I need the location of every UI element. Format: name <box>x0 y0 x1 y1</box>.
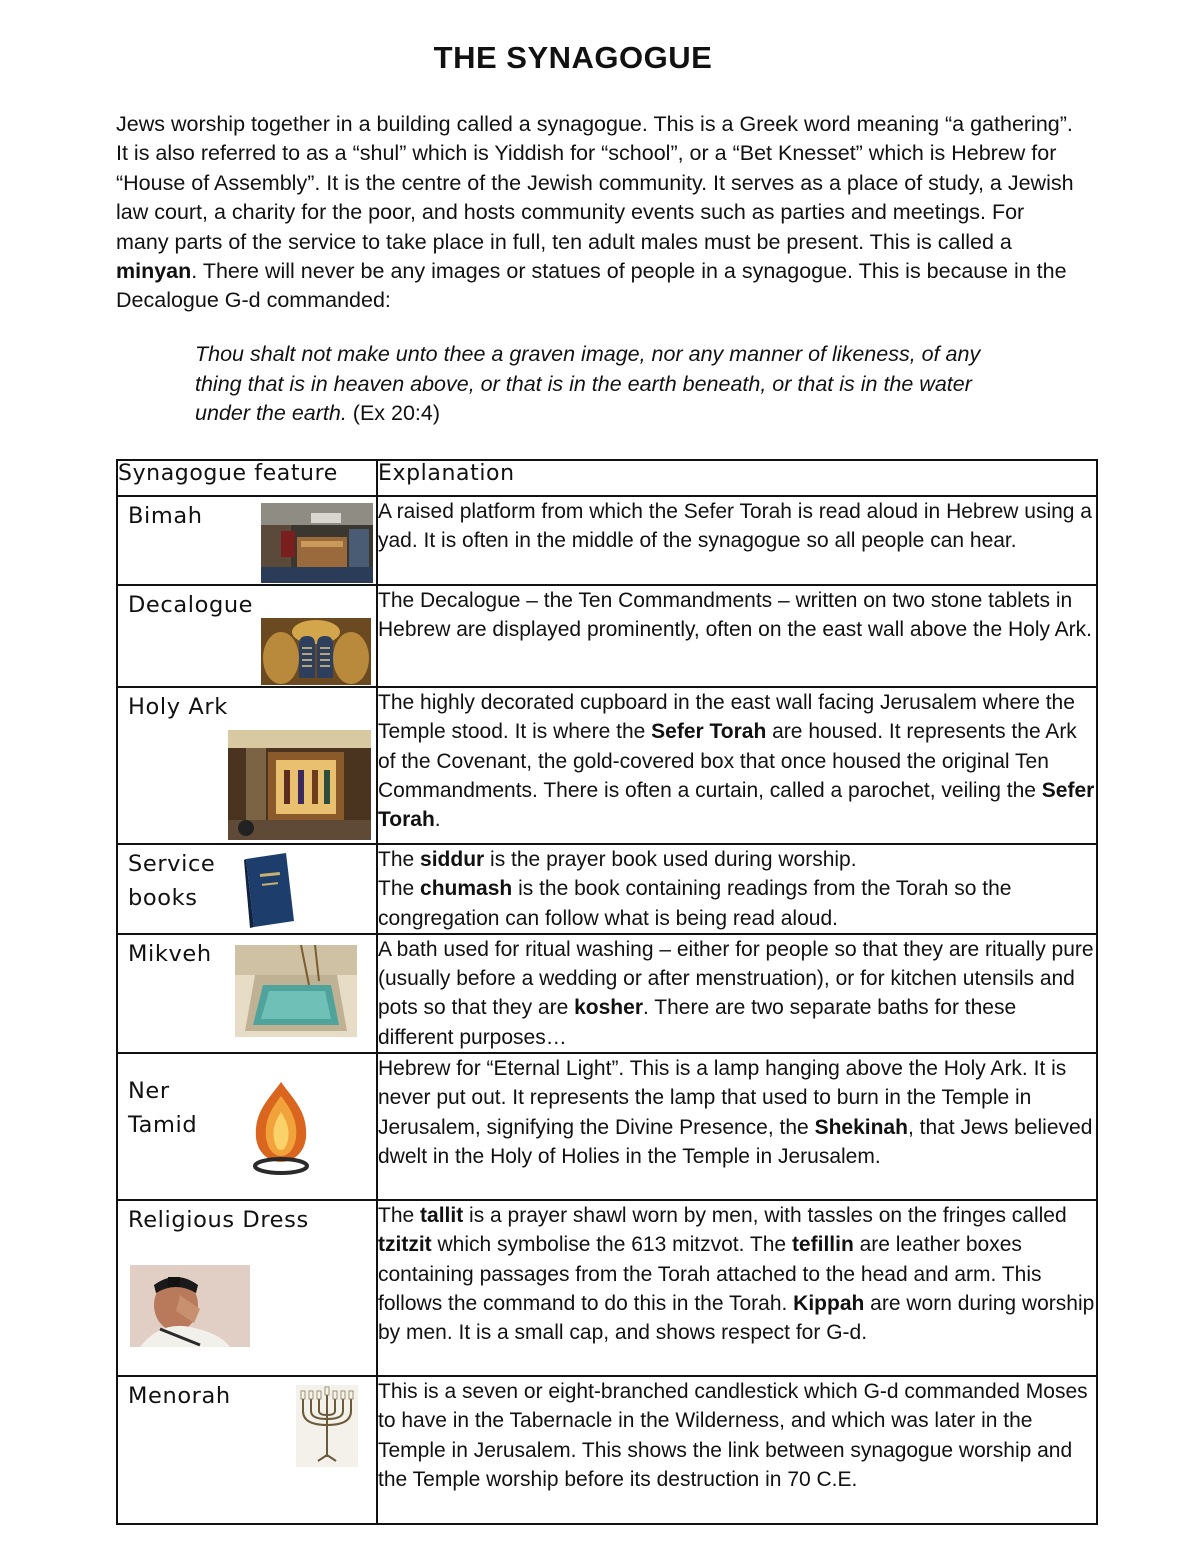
text-run: The <box>378 848 421 871</box>
bold-term: Shekinah <box>814 1115 908 1139</box>
quote-reference: (Ex 20:4) <box>346 401 441 426</box>
text-run: The <box>378 1204 421 1228</box>
explanation-cell <box>377 585 1097 687</box>
bold-term: tefillin <box>791 1233 854 1257</box>
feature-name: Service books <box>128 851 216 911</box>
text-run: , that Jews believed dwelt in the Holy of Holies in the Temple in Jerusalem. <box>378 1115 1093 1168</box>
text-run: are housed. It represents the Ark of the Covenant, the gold-covered box that once housed the original Ten Commandments. There is often a curtain, called a parochet, veiling the <box>378 720 1077 802</box>
explanation-cell <box>377 1376 1097 1524</box>
table-row <box>117 1376 1097 1524</box>
text-run: are leather boxes containing passages from the Torah attached to the head and arm. This follows the command to do this in the Torah. <box>378 1233 1042 1315</box>
table-row <box>117 585 1097 687</box>
text-run: Hebrew for “Eternal Light”. This is a lamp hanging above the Holy Ark. It is never put out. It represents the lamp that used to burn in the Temple in Jerusalem, signifying the Divine Presence, the <box>378 1057 1067 1139</box>
feature-cell <box>117 1053 377 1200</box>
explanation-cell <box>377 1053 1097 1200</box>
tefillin-tallit-photo <box>130 1265 250 1347</box>
feature-cell <box>117 1200 377 1376</box>
bold-term: Sefer Torah <box>651 720 767 744</box>
feature-name: Decalogue <box>128 592 254 618</box>
table-row <box>117 496 1097 585</box>
header-explanation: Explanation <box>377 460 1097 496</box>
text-run: The highly decorated cupboard in the east wall facing Jerusalem where the Temple stood. It is where the <box>378 691 1075 744</box>
explanation-text <box>378 1204 1094 1344</box>
bold-term: chumash <box>420 877 513 901</box>
prayer-book-photo <box>244 851 296 929</box>
text-run: . There will never be any images or statues of people in a synagogue. This is because in the Decalogue G-d commanded: <box>116 259 1067 313</box>
text-run: . There are two separate baths for these different purposes… <box>378 996 1017 1049</box>
features-table <box>116 459 1098 1525</box>
feature-name: Holy Ark <box>128 694 228 720</box>
feature-name: Ner Tamid <box>128 1078 198 1139</box>
bold-term: Kippah <box>793 1291 865 1315</box>
bimah-photo <box>261 503 373 583</box>
explanation-text <box>378 938 1094 1049</box>
explanation-cell <box>377 1200 1097 1376</box>
feature-cell <box>117 934 377 1053</box>
bold-term: kosher <box>574 996 643 1020</box>
bold-term: tzitzit <box>378 1233 432 1257</box>
table-row <box>117 687 1097 844</box>
text-run: is the book containing readings from the Torah so the congregation can follow what is being read aloud. <box>378 877 1012 930</box>
mikveh-bath-photo <box>235 945 357 1037</box>
feature-cell <box>117 1376 377 1524</box>
feature-cell <box>117 585 377 687</box>
feature-name: Mikveh <box>128 940 212 967</box>
feature-cell <box>117 844 377 934</box>
bold-term: siddur <box>420 848 485 871</box>
explanation-cell <box>377 934 1097 1053</box>
explanation-text <box>378 500 1092 552</box>
eternal-light-photo <box>246 1078 316 1178</box>
intro-paragraph <box>116 110 1076 316</box>
feature-cell <box>117 687 377 844</box>
menorah-photo <box>296 1385 358 1467</box>
text-run: A bath used for ritual washing – either for people so that they are ritually pure (usually before a wedding or after menstruation), or for kitchen utensils and pots so that they are <box>378 937 1094 1020</box>
feature-cell <box>117 496 377 585</box>
explanation-text <box>378 1057 1092 1168</box>
text-run: The <box>378 877 421 901</box>
feature-name: Bimah <box>128 503 203 529</box>
header-feature: Synagogue feature <box>117 460 377 496</box>
page-title: THE SYNAGOGUE <box>433 40 713 75</box>
text-run: This is a seven or eight-branched candlestick which G-d commanded Moses to have in the Tabernacle in the Wilderness, and which was later in the Temple in Jerusalem. This shows the link between synagogue worship and the Temple worship before its destruction in 70 C.E. <box>378 1380 1088 1491</box>
bold-term: Sefer Torah <box>378 778 1095 832</box>
text-run: The Decalogue – the Ten Commandments – written on two stone tablets in Hebrew are displayed prominently, often on the east wall above the Holy Ark. <box>378 589 1092 642</box>
explanation-text <box>378 691 1094 831</box>
explanation-text <box>378 848 1012 930</box>
table-row <box>117 844 1097 934</box>
text-run: are worn during worship by men. It is a small cap, and shows respect for G-d. <box>378 1291 1095 1345</box>
feature-name: Religious Dress <box>128 1207 309 1234</box>
text-run: which symbolise the 613 mitzvot. The <box>431 1233 792 1257</box>
table-header-row <box>117 460 1097 496</box>
text-run: . <box>434 808 441 832</box>
text-run: is the prayer book used during worship. <box>484 848 857 871</box>
decalogue-tablets-photo <box>261 618 371 685</box>
explanation-text <box>378 1380 1088 1491</box>
bold-term: tallit <box>420 1204 464 1228</box>
text-run: is a prayer shawl worn by men, with tassles on the fringes called <box>463 1204 1067 1228</box>
table-row <box>117 1200 1097 1376</box>
explanation-cell <box>377 844 1097 934</box>
text-run: A raised platform from which the Sefer Torah is read aloud in Hebrew using a yad. It is often in the middle of the synagogue so all people can hear. <box>378 500 1092 553</box>
table-row <box>117 1053 1097 1200</box>
explanation-cell <box>377 496 1097 585</box>
text-run: Jews worship together in a building called a synagogue. This is a Greek word meaning “a gathering”. It is also referred to as a “shul” which is Yiddish for “school”, or a “Bet Knesset” which is Hebrew for “House of Assembly”. It is the centre of the Jewish community. It serves as a place of study, a Jewish law court, a charity for the poor, and hosts community events such as parties and meetings. For many parts of the service to take place in full, ten adult males must be present. This is called a <box>116 112 1074 254</box>
table-row <box>117 934 1097 1053</box>
bold-term: minyan <box>116 259 192 284</box>
scripture-quote <box>195 340 995 429</box>
feature-name: Menorah <box>128 1383 231 1410</box>
explanation-cell <box>377 687 1097 844</box>
explanation-text <box>378 589 1092 641</box>
holy-ark-photo <box>228 730 371 840</box>
quote-text: Thou shalt not make unto thee a graven image, nor any manner of likeness, of any thing that is in heaven above, or that is in the earth beneath, or that is in the water under the earth. <box>195 342 981 426</box>
